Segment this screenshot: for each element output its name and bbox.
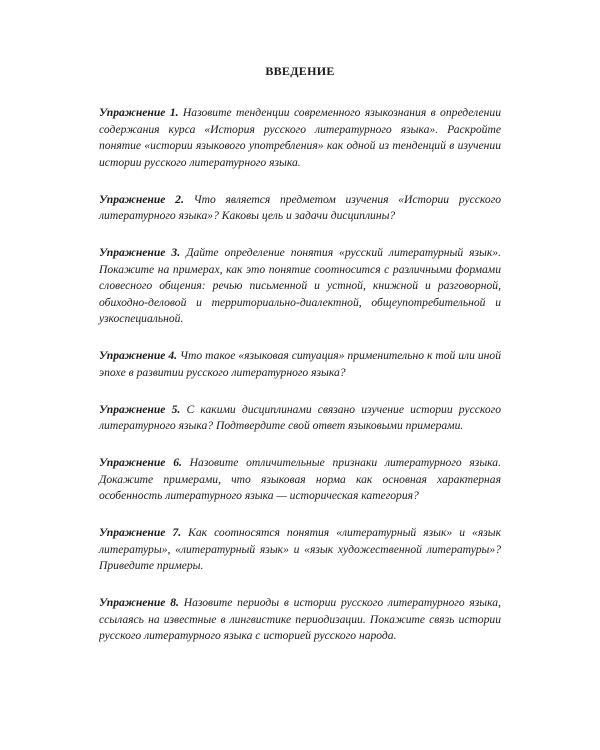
exercise-label: Упражнение 6. bbox=[99, 456, 182, 469]
exercise-list bbox=[99, 105, 501, 665]
exercise-1 bbox=[99, 105, 501, 171]
exercise-3 bbox=[99, 245, 501, 328]
exercise-2 bbox=[99, 192, 501, 225]
exercise-label: Упражнение 4. bbox=[99, 349, 178, 362]
exercise-6 bbox=[99, 455, 501, 505]
exercise-text: Что такое «языковая ситуация» применительно к той или иной эпохе в развитии русского литературного языка? bbox=[99, 349, 501, 379]
exercise-text: Дайте определение понятия «русский литературный язык». Покажите на примерах, как это понятие соотносится с различными формами словесного общения: речью письменной и устной, книжной и разговорной, обиходно-деловой и территориально-диалектной, общеупотребительной и узкоспециальной. bbox=[99, 246, 501, 325]
exercise-8 bbox=[99, 595, 501, 645]
exercise-label: Упражнение 7. bbox=[99, 526, 182, 539]
exercise-label: Упражнение 3. bbox=[99, 246, 181, 259]
page-heading: ВВЕДЕНИЕ bbox=[265, 64, 335, 78]
exercise-label: Упражнение 1. bbox=[99, 106, 179, 119]
exercise-text: Назовите периоды в истории русского литературного языка, ссылаясь на известные в лингвистике периодизации. Покажите связь истории русского литературного языка с историей русского народа. bbox=[99, 596, 501, 642]
exercise-label: Упражнение 2. bbox=[99, 192, 184, 206]
exercise-text: Что является предметом изучения «Истории русского литературного языка»? Каковы цель и задачи дисциплины? bbox=[99, 192, 502, 222]
exercise-5 bbox=[99, 402, 501, 435]
exercise-text: Назовите отличительные признаки литературного языка. Докажите примерами, что языковая норма как основная характерная особенность литературного языка — историческая категория? bbox=[99, 456, 502, 502]
exercise-label: Упражнение 8. bbox=[99, 596, 179, 609]
exercise-text: Как соотносятся понятия «литературный язык» и «язык литературы», «литературный язык» и «язык художественной литературы»? Приведите примеры. bbox=[99, 526, 502, 572]
exercise-4 bbox=[99, 348, 501, 381]
exercise-text: С какими дисциплинами связано изучение истории русского литературного языка? Подтвердите свой ответ языковыми примерами. bbox=[99, 402, 501, 432]
exercise-label: Упражнение 5. bbox=[99, 402, 181, 416]
exercise-7 bbox=[99, 525, 501, 575]
exercise-text: Назовите тенденции современного языкознания в определении содержания курса «История русского литературного языка». Раскройте понятие «истории языкового употребления» как одной из тенденций в изучении истории русского литературного языка. bbox=[99, 106, 502, 169]
